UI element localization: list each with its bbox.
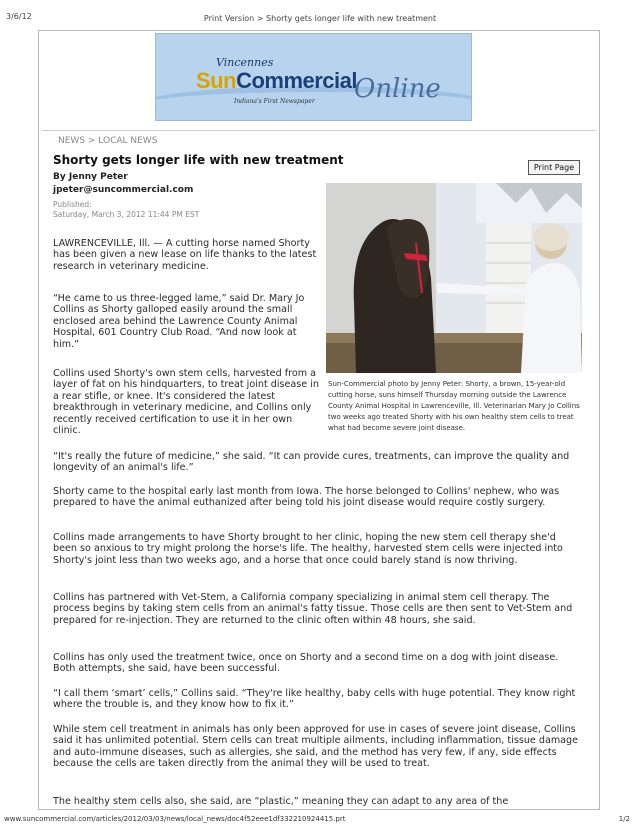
article-byline: By Jenny Peter <box>53 172 128 182</box>
logo-sun: Sun <box>196 68 237 93</box>
logo-online: Online <box>354 74 441 104</box>
article-paragraph-3: Collins used Shorty's own stem cells, harvested from a layer of fat on his hindquarters, to treat joint disease in a rear stifle, or knee. It's considered the latest breakthrough in veterinary medicine, and Collins only recently received certification to use it in her own clinic. <box>53 368 319 437</box>
article-paragraph-9: “I call them ‘smart’ cells,” Collins said. “They're like healthy, baby cells with huge potential. They know right where the trouble is, and they know how to fix it.” <box>53 688 576 711</box>
masthead-banner[interactable] <box>155 33 472 121</box>
print-footer-page: 1/2 <box>618 815 630 823</box>
article-paragraph-7: Collins has partnered with Vet-Stem, a California company specializing in animal stem cell therapy. The process begins by taking stem cells from an animal's fatty tissue. Those cells are then sent to Vet-Stem and prepared for re-injection. They are returned to the clinic often within 48 hours, she said. <box>53 592 573 626</box>
article-paragraph-10: While stem cell treatment in animals has only been approved for use in cases of severe joint disease, Collins said it has unlimited potential. Stem cells can treat multiple ailments, including inflammation, tissue damage and auto-immune diseases, such as allergies, she said, and the method has very few, if any, side effects because the cells are taken directly from the animal they will be used to treat. <box>53 724 579 770</box>
article-photo-box <box>326 183 582 445</box>
article-paragraph-8: Collins has only used the treatment twice, once on Shorty and a second time on a dog with joint disease. Both attempts, she said, have been successful. <box>53 652 559 675</box>
published-label: Published: <box>53 200 92 209</box>
published-date: Saturday, March 3, 2012 11:44 PM EST <box>53 210 200 219</box>
article-paragraph-6: Collins made arrangements to have Shorty brought to her clinic, hoping the new stem cell therapy she'd been so anxious to try might prolong the horse's life. The healthy, harvested stem cells were injected into Shorty's joint less than two weeks ago, and a horse that once could barely stand is now thriving. <box>53 532 563 566</box>
author-email-link[interactable]: jpeter@suncommercial.com <box>53 185 194 195</box>
article-paragraph-2: “He came to us three-legged lame,” said Dr. Mary Jo Collins as Shorty galloped easily around the small enclosed area behind the Lawrence County Animal Hospital, 601 Country Club Road. “And now look at him.” <box>53 293 305 350</box>
print-page-button[interactable]: Print Page <box>528 160 580 175</box>
article-paragraph-5: Shorty came to the hospital early last month from Iowa. The horse belonged to Collins' nephew, who was prepared to have the animal euthanized after being told his joint disease would require costly surgery. <box>53 486 560 509</box>
banner-tagline: Indiana's First Newspaper <box>234 98 315 105</box>
logo-commercial: Commercial <box>236 68 358 93</box>
print-date: 3/6/12 <box>6 12 32 21</box>
article-paragraph-4: “It's really the future of medicine,” she said. “It can provide cures, treatments, can improve the quality and longevity of an animal's life.” <box>53 451 570 474</box>
article-headline: Shorty gets longer life with new treatment <box>53 153 344 167</box>
print-footer-url: www.suncommercial.com/articles/2012/03/03/news/local_news/doc4f52eee1df332210924415.prt <box>4 815 346 823</box>
print-title: Print Version > Shorty gets longer life with new treatment <box>203 14 437 23</box>
horse-photo[interactable] <box>326 183 582 373</box>
banner-city: Vincennes <box>216 56 274 69</box>
article-paragraph-1: LAWRENCEVILLE, Ill. — A cutting horse named Shorty has been given a new lease on life thanks to the latest research in veterinary medicine. <box>53 238 317 272</box>
sun-commercial-logo <box>196 68 357 94</box>
horse-photo-illustration <box>326 183 582 373</box>
photo-caption: Sun-Commercial photo by Jenny Peter: Shorty, a brown, 15-year-old cutting horse, suns himself Thursday morning outside the Lawrence County Animal Hospital in Lawrenceville, Ill. Veterinarian Mary Jo Collins two weeks ago treated Shorty with his own healthy stem cells to treat what had become severe joint disease. <box>328 380 580 432</box>
article-paragraph-11: The healthy stem cells also, she said, are “plastic,” meaning they can adapt to any area of the <box>53 796 509 807</box>
breadcrumb[interactable]: NEWS > LOCAL NEWS <box>58 136 158 146</box>
divider <box>42 130 597 131</box>
